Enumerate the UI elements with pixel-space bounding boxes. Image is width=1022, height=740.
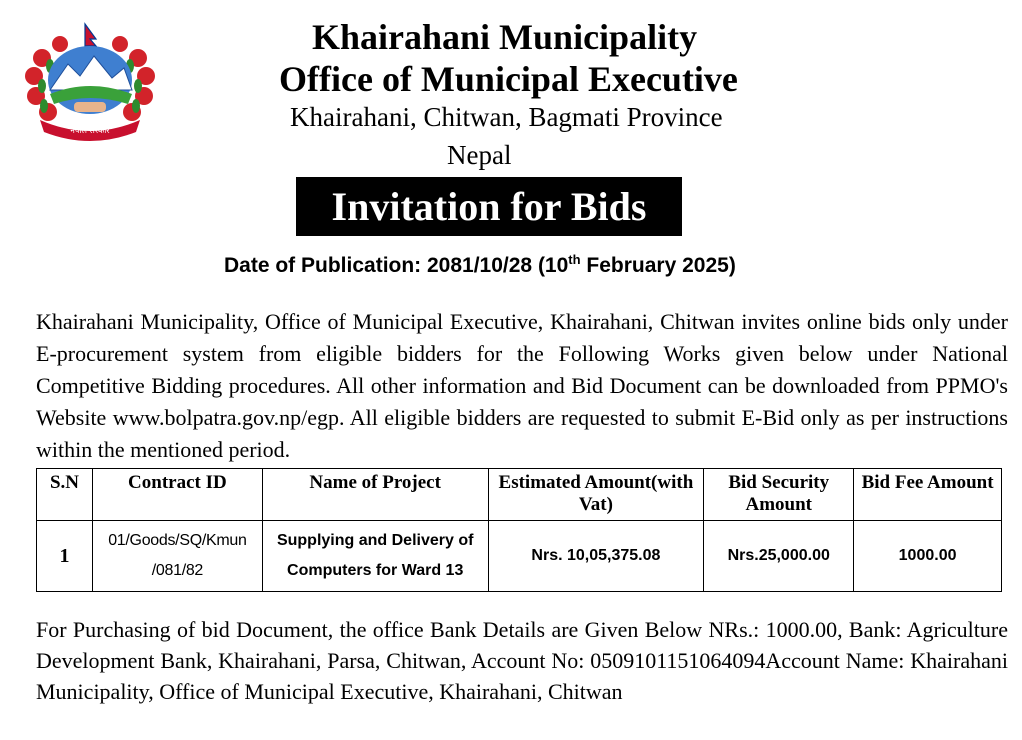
intro-paragraph: Khairahani Municipality, Office of Municipal Executive, Khairahani, Chitwan invites online bids only under E-procurement system from eligible bidders for the Following Works given below under National Competitive Bidding procedures. All other information and Bid Document can be downloaded from PPMO's Website www.bolpatra.gov.np/egp. All eligible bidders are requested to submit E-Bid only as per instructions within the mentioned period. [36,309,1008,462]
table-row [37,521,1002,592]
cell-sn: 1 [37,521,93,592]
nepal-emblem-icon [22,20,158,142]
header-bid-fee: Bid Fee Amount [854,469,1002,521]
municipality-name: Khairahani Municipality [312,17,698,57]
bids-table [36,468,1002,592]
table-header-row [37,469,1002,521]
cell-bid-fee: 1000.00 [854,521,1002,592]
notice-title: Invitation for Bids [296,177,682,236]
cell-contract-id: 01/Goods/SQ/Kmun /081/82 [92,521,262,592]
svg-text:नेपाल सरकार: नेपाल सरकार [70,126,110,135]
cell-estimated-amount: Nrs. 10,05,375.08 [488,521,704,592]
header-project-name: Name of Project [262,469,488,521]
address-line: Khairahani, Chitwan, Bagmati Province [290,102,723,132]
header-bid-security: Bid Security Amount [704,469,854,521]
country-line: Nepal [447,140,512,170]
cell-project-name: Supplying and Delivery of Computers for Ward 13 [262,521,488,592]
header-contract-id: Contract ID [92,469,262,521]
bank-details-paragraph: For Purchasing of bid Document, the office Bank Details are Given Below NRs.: 1000.00, Bank: Agriculture Development Bank, Khairahani, Parsa, Chitwan, Account No: 0509101151064094Account Name: Khairahani Municipality, Office of Municipal Executive, Khairahani, Chitwan [36,617,1008,704]
office-name: Office of Municipal Executive [279,59,738,99]
header-sn: S.N [37,469,93,521]
publication-date: Date of Publication: 2081/10/28 (10th February 2025) [224,252,736,277]
header-estimated-amount: Estimated Amount(with Vat) [488,469,704,521]
cell-bid-security: Nrs.25,000.00 [704,521,854,592]
